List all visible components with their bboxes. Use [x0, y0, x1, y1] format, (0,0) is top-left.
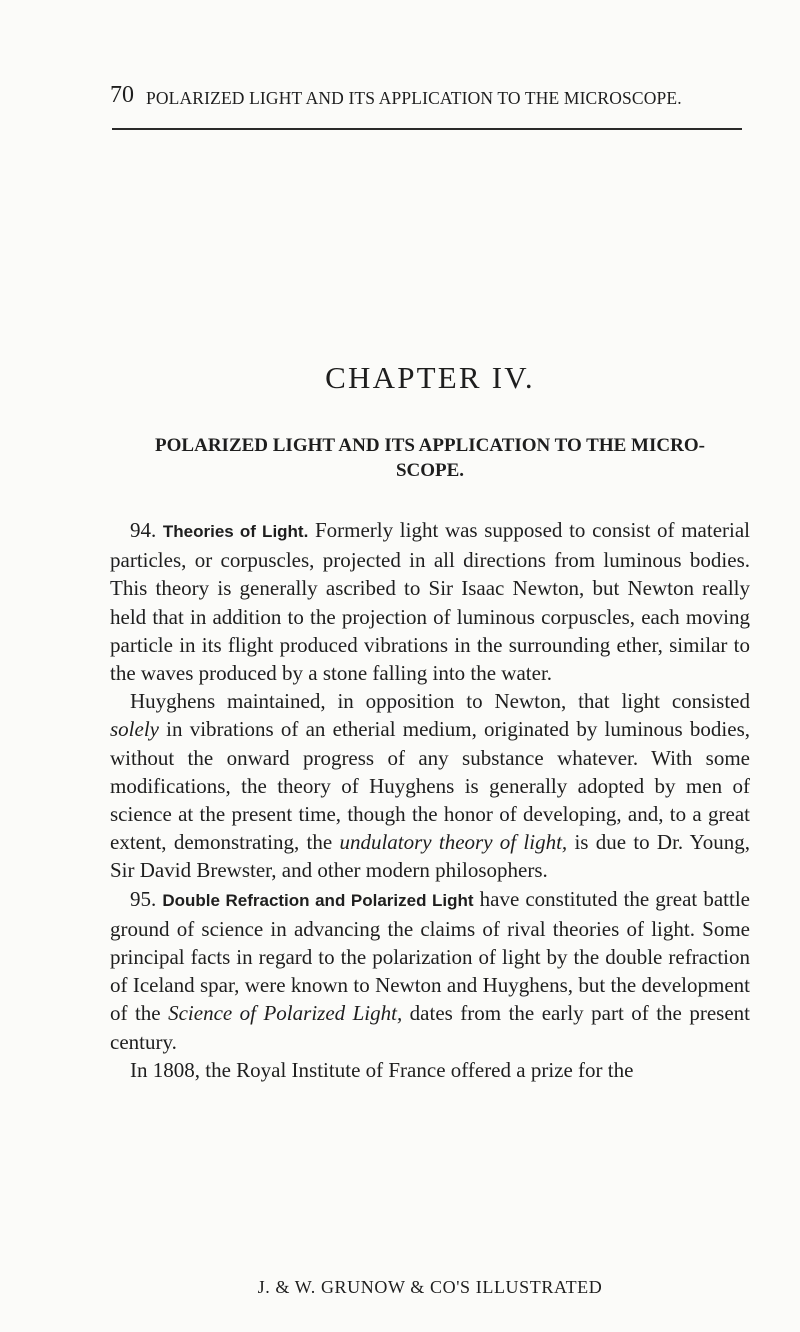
emphasis-text: solely [110, 717, 159, 742]
section-sidehead: Double Refraction and Polarized Light [162, 890, 474, 910]
paragraph-text: is due to Dr. Young, Sir David Brewster, and other modern philosophers. [110, 830, 750, 883]
running-title: POLARIZED LIGHT AND ITS APPLICATION TO THE MICROSCOPE. [146, 88, 682, 108]
header-rule [112, 128, 742, 130]
chapter-subtitle-line-1: POLARIZED LIGHT AND ITS APPLICATION TO THE MICRO- [155, 435, 705, 456]
page-footer: J. & W. GRUNOW & CO'S ILLUSTRATED [257, 1277, 603, 1297]
page-number: 70 [110, 82, 134, 108]
paragraph-text: In 1808, the Royal Institute of France offered a prize for the [130, 1057, 634, 1082]
paragraph-text: Formerly light was supposed to consist of material particles, or corpuscles, projected in all directions from luminous bodies. This theory is generally ascribed to Sir Isaac Newton, but Newton really held that in addition to the projection of luminous corpuscles, each moving particle in its flight produced vibrations in the surrounding ether, similar to the waves produced by a stone falling into the water. [110, 518, 750, 686]
paragraph-number: 95. [130, 886, 157, 911]
paragraph-number: 94. [130, 518, 157, 542]
paragraph-text: in vibrations of an etherial medium, originated by luminous bodies, without the onward progress of any substance whatever. With some modifications, the theory of Huyghens is generally adopted by men of science at the present time, though the honor of developing, and, to a great extent, demonstrating, the [110, 717, 750, 855]
paragraph-94 [110, 516, 750, 687]
paragraph-95 [110, 885, 750, 1056]
paragraph-text: have constituted the great battle ground of science in advancing the claims of rival theories of light. Some principal facts in regard to the polarization of light by the double refraction of Iceland spar, were known to Newton and Huyghens, but the development of the [110, 886, 750, 1026]
paragraph-text: Huyghens maintained, in opposition to Newton, that light consisted [130, 689, 750, 714]
paragraph-1808 [110, 1056, 750, 1084]
chapter-title: CHAPTER IV. [325, 360, 535, 395]
body-text [110, 516, 750, 1084]
paragraph-text: dates from the early part of the present century. [110, 1001, 750, 1054]
paragraph-huyghens [110, 687, 750, 884]
emphasis-text: Science of Polarized Light, [168, 1001, 403, 1026]
section-sidehead: Theories of Light. [162, 522, 309, 541]
chapter-subtitle-line-2: SCOPE. [395, 460, 465, 481]
emphasis-text: undulatory theory of light, [339, 830, 568, 855]
chapter-subtitle [110, 433, 750, 483]
